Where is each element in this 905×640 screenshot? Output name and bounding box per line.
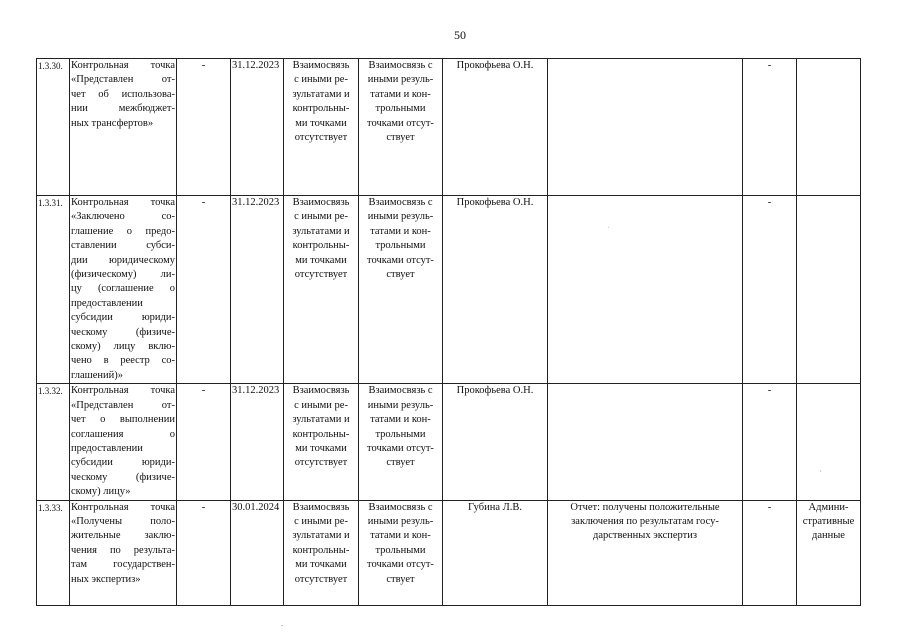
name-line: предоставлении: [71, 297, 143, 309]
due-date: 30.01.2024: [231, 500, 284, 605]
text-line: с иными ре-: [294, 211, 348, 223]
text-line: ми точками: [295, 254, 347, 266]
text-line: татами и кон-: [370, 414, 431, 426]
text-line: с иными ре-: [294, 74, 348, 86]
name-line: субсидии юриди-: [71, 312, 175, 324]
row-number: 1.3.32.: [37, 384, 70, 500]
link-points-cell: [359, 59, 443, 196]
responsible-person: Прокофьева О.Н.: [443, 196, 548, 384]
link-results-cell: [284, 196, 359, 384]
information-source: [797, 500, 861, 605]
name-line: «Представлен от-: [71, 399, 175, 411]
name-line: «Получены поло-: [71, 515, 175, 527]
text-line: иными резуль-: [367, 211, 434, 223]
control-point-name: [70, 59, 177, 196]
name-line: нии межбюджет-: [71, 103, 175, 115]
name-line: ных трансфертов»: [71, 117, 154, 129]
text-line: контрольны-: [292, 544, 350, 556]
text-line: трольными: [375, 428, 426, 440]
scan-speck: [820, 470, 821, 472]
empty-marker: -: [177, 59, 231, 196]
row-number: 1.3.30.: [37, 59, 70, 196]
text-line: дарственных экспертиз: [593, 530, 697, 542]
text-line: отсутствует: [294, 132, 348, 144]
text-line: отсутствует: [294, 457, 348, 469]
name-line: Контрольная точка: [71, 501, 175, 513]
responsible-person: Губина Л.В.: [443, 500, 548, 605]
table-row: [37, 59, 861, 196]
text-line: Взаимосвязь с: [368, 60, 433, 71]
empty-marker: -: [743, 384, 797, 500]
text-line: зультатами и: [292, 88, 350, 100]
name-line: там государствен-: [71, 559, 175, 571]
text-line: татами и кон-: [370, 88, 431, 100]
empty-marker: -: [743, 59, 797, 196]
text-line: трольными: [375, 103, 426, 115]
scan-speck: [281, 625, 283, 626]
text-line: зультатами и: [292, 414, 350, 426]
link-points-cell: [359, 196, 443, 384]
control-point-name: [70, 384, 177, 500]
name-line: «Заключено со-: [71, 211, 175, 223]
page-number: 50: [454, 28, 466, 42]
link-results-cell: [284, 384, 359, 500]
text-line: с иными ре-: [294, 515, 348, 527]
text-line: ствует: [386, 573, 415, 585]
text-line: точками отсут-: [367, 254, 434, 266]
control-point-name: [70, 196, 177, 384]
text-line: трольными: [375, 544, 426, 556]
text-line: зультатами и: [292, 225, 350, 237]
name-line: ческому (физиче-: [71, 471, 175, 483]
text-line: ми точками: [295, 442, 347, 454]
empty-marker: -: [743, 196, 797, 384]
link-points-cell: [359, 500, 443, 605]
text-line: точками отсут-: [367, 559, 434, 571]
text-line: Админи-: [808, 501, 849, 513]
text-line: контрольны-: [292, 428, 350, 440]
text-line: заключения по результатам госу-: [571, 515, 719, 527]
due-date: 31.12.2023: [231, 59, 284, 196]
name-line: чения по результа-: [71, 544, 175, 556]
row-number: 1.3.33.: [37, 500, 70, 605]
empty-marker: -: [177, 500, 231, 605]
text-line: Взаимосвязь с: [368, 197, 433, 208]
name-line: (физическому) ли-: [71, 269, 175, 281]
name-line: скому) лицу вклю-: [71, 341, 175, 353]
name-line: предоставлении: [71, 442, 143, 454]
name-line: «Представлен от-: [71, 74, 175, 86]
name-line: глашений)»: [71, 369, 124, 381]
text-line: ствует: [386, 132, 415, 144]
text-line: зультатами и: [292, 530, 350, 542]
text-line: иными резуль-: [367, 399, 434, 411]
name-line: цу (соглашение о: [71, 283, 175, 295]
name-line: глашение о предо-: [71, 225, 175, 237]
name-line: ставлении субси-: [71, 240, 175, 252]
text-line: ми точками: [295, 559, 347, 571]
text-line: иными резуль-: [367, 515, 434, 527]
text-line: ствует: [386, 457, 415, 469]
text-line: контрольны-: [292, 103, 350, 115]
empty-marker: -: [177, 196, 231, 384]
name-line: соглашения о: [71, 428, 175, 440]
text-line: Взаимосвязь: [292, 60, 350, 71]
empty-marker: -: [177, 384, 231, 500]
due-date: 31.12.2023: [231, 196, 284, 384]
name-line: ных экспертиз»: [71, 573, 141, 585]
information-source: [797, 384, 861, 500]
responsible-person: Прокофьева О.Н.: [443, 384, 548, 500]
text-line: точками отсут-: [367, 442, 434, 454]
name-line: Контрольная точка: [71, 385, 175, 397]
information-source: [797, 196, 861, 384]
text-line: ствует: [386, 269, 415, 281]
name-line: скому) лицу»: [71, 486, 131, 498]
table-row: [37, 500, 861, 605]
scan-speck: [608, 227, 609, 228]
control-point-name: [70, 500, 177, 605]
name-line: Контрольная точка: [71, 60, 175, 71]
name-line: жительные заклю-: [71, 530, 175, 542]
result-document: [548, 500, 743, 605]
text-line: Отчет: получены положительные: [570, 501, 720, 513]
text-line: Взаимосвязь: [292, 197, 350, 208]
text-line: Взаимосвязь с: [368, 385, 433, 397]
text-line: стративные: [802, 515, 855, 527]
name-line: чет об использова-: [71, 88, 175, 100]
text-line: Взаимосвязь с: [368, 501, 433, 513]
text-line: Взаимосвязь: [292, 501, 350, 513]
name-line: ческому (физиче-: [71, 326, 175, 338]
table-row: [37, 384, 861, 500]
text-line: отсутствует: [294, 269, 348, 281]
link-results-cell: [284, 59, 359, 196]
row-number: 1.3.31.: [37, 196, 70, 384]
text-line: данные: [812, 530, 845, 542]
text-line: отсутствует: [294, 573, 348, 585]
control-points-table: [36, 58, 861, 606]
result-document: [548, 384, 743, 500]
empty-marker: -: [743, 500, 797, 605]
text-line: точками отсут-: [367, 117, 434, 129]
table-row: [37, 196, 861, 384]
result-document: [548, 59, 743, 196]
name-line: субсидии юриди-: [71, 457, 175, 469]
information-source: [797, 59, 861, 196]
text-line: Взаимосвязь: [292, 385, 350, 397]
responsible-person: Прокофьева О.Н.: [443, 59, 548, 196]
text-line: трольными: [375, 240, 426, 252]
link-points-cell: [359, 384, 443, 500]
name-line: чет о выполнении: [71, 414, 175, 426]
text-line: ми точками: [295, 117, 347, 129]
text-line: иными резуль-: [367, 74, 434, 86]
text-line: татами и кон-: [370, 225, 431, 237]
name-line: Контрольная точка: [71, 197, 175, 208]
due-date: 31.12.2023: [231, 384, 284, 500]
name-line: чено в реестр со-: [71, 355, 175, 367]
text-line: контрольны-: [292, 240, 350, 252]
link-results-cell: [284, 500, 359, 605]
text-line: с иными ре-: [294, 399, 348, 411]
text-line: татами и кон-: [370, 530, 431, 542]
result-document: [548, 196, 743, 384]
name-line: дии юридическому: [71, 254, 175, 266]
